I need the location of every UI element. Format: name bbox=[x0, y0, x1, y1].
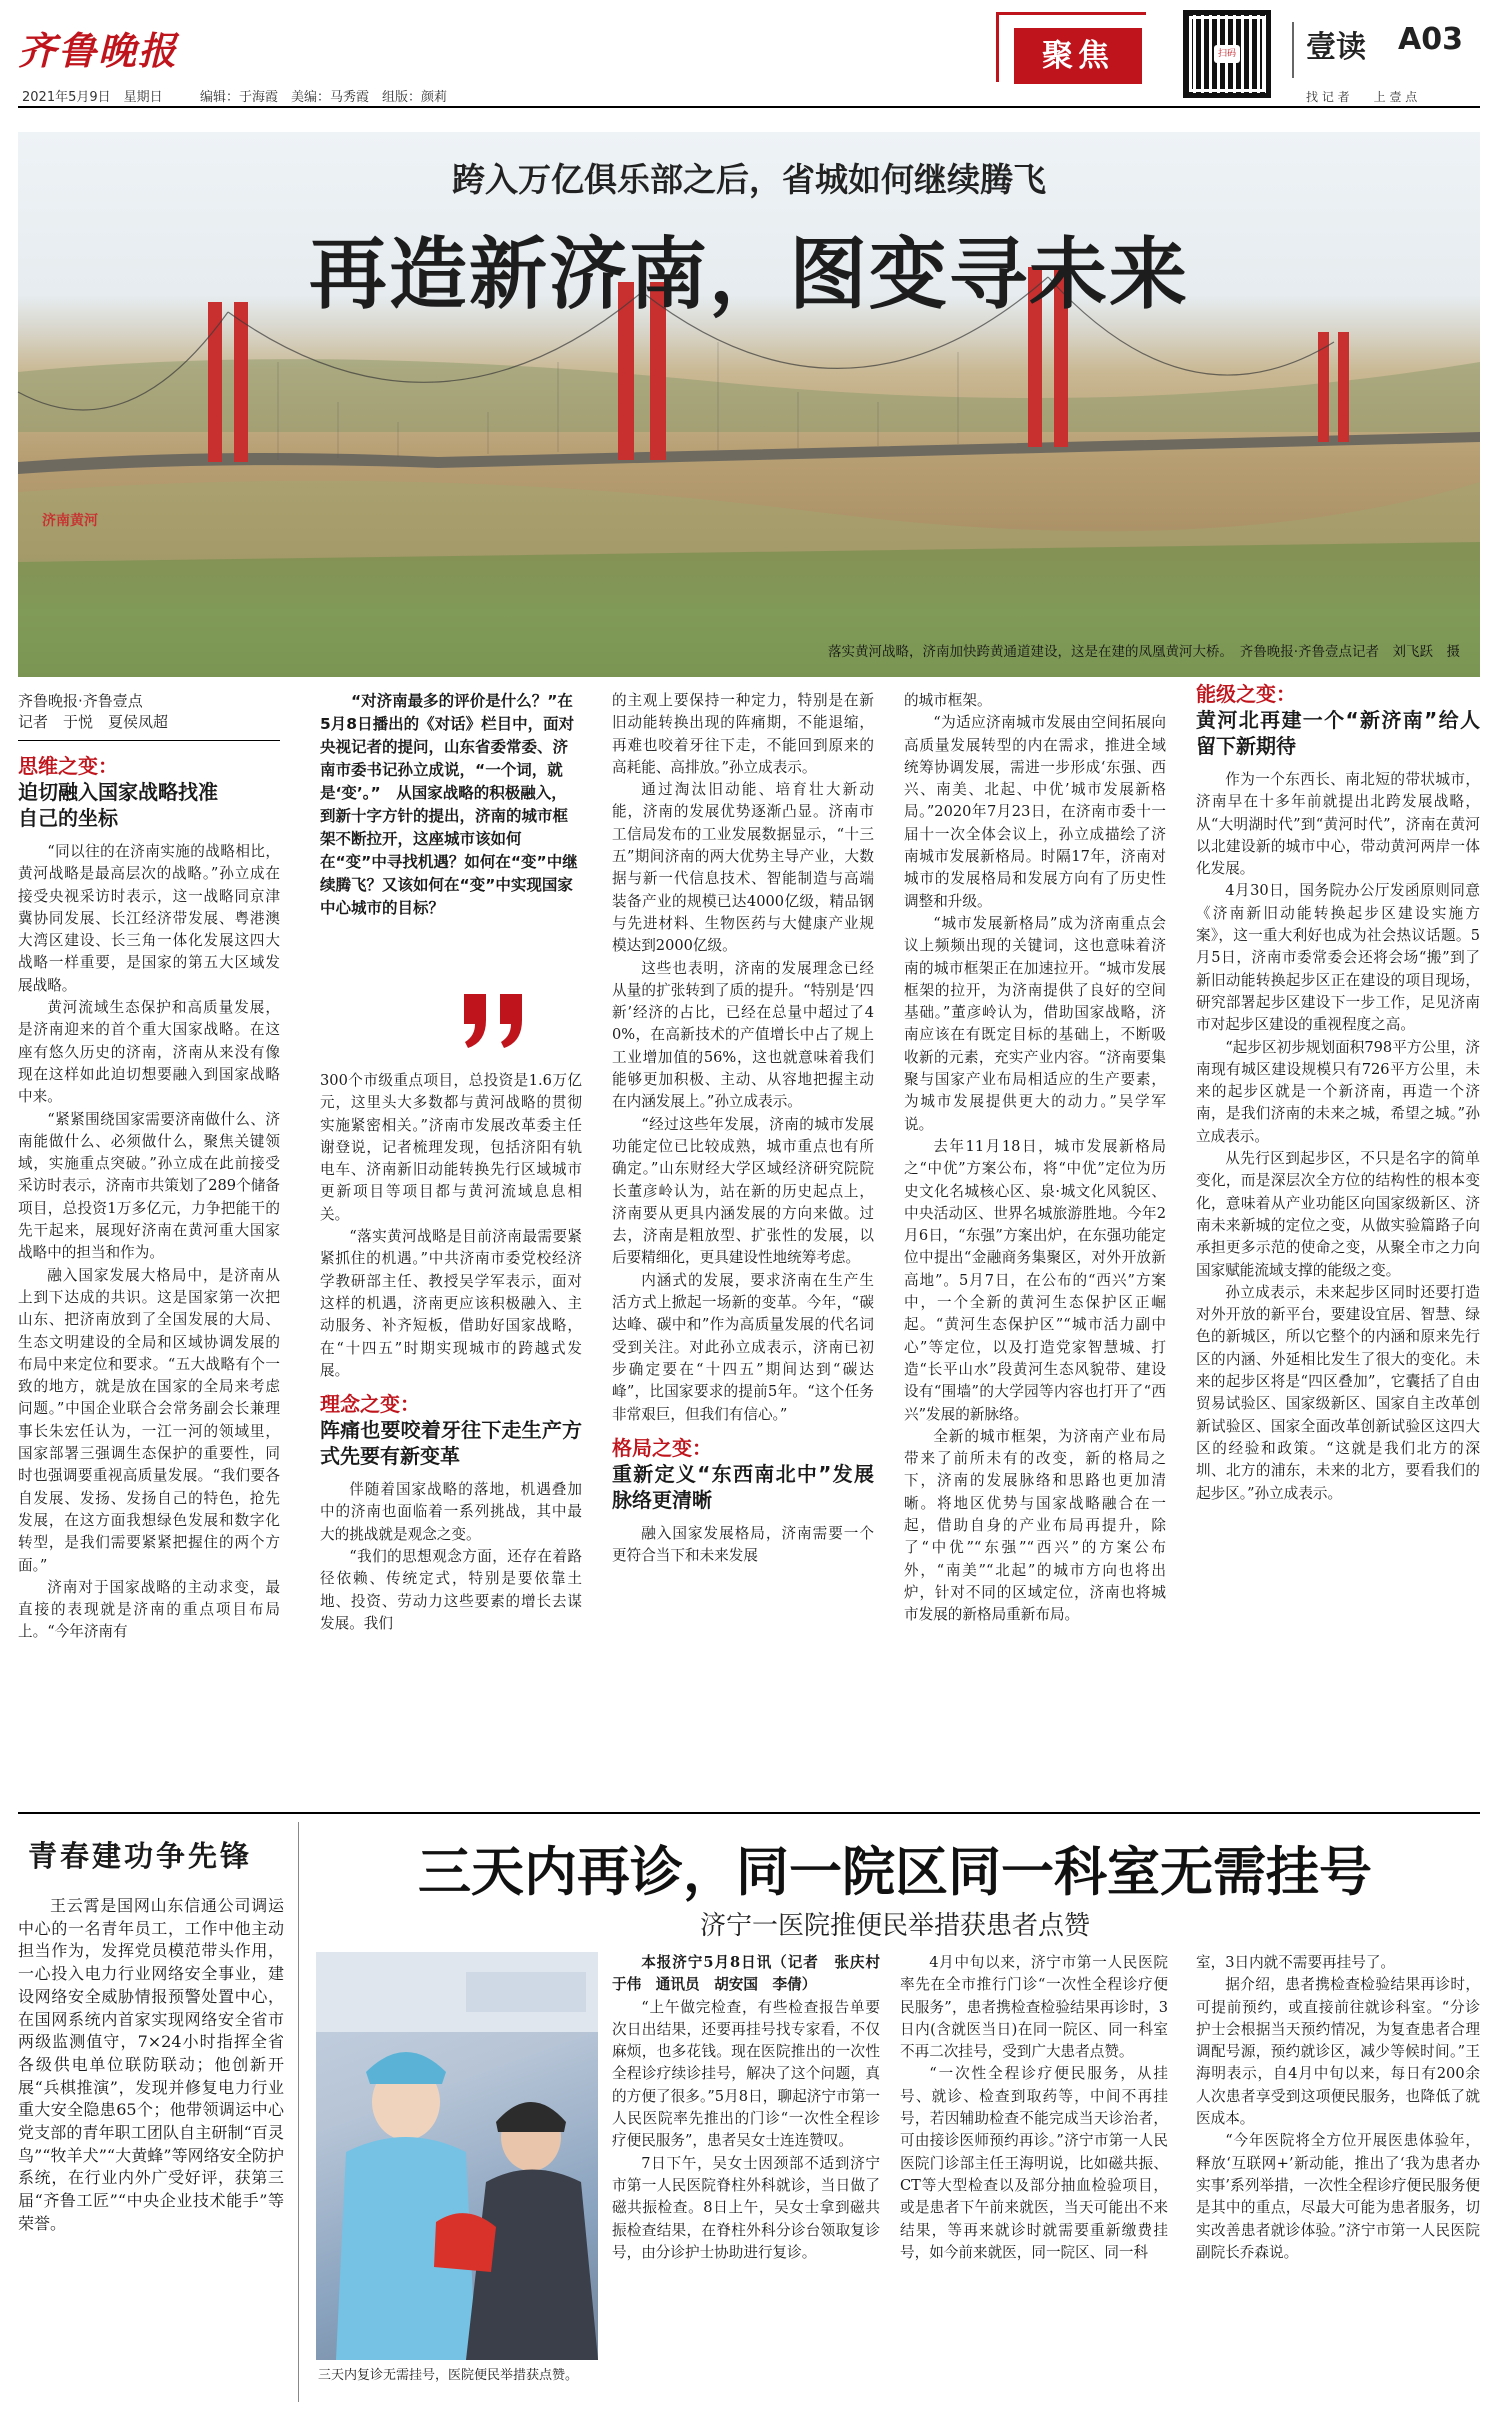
paragraph: 的主观上要保持一种定力，特别是在新旧动能转换出现的阵痛期，不能退缩，再难也咬着牙往下走，不能回到原来的高耗能、高排放。”孙立成表示。 bbox=[612, 692, 874, 776]
hero-photo bbox=[18, 132, 1480, 677]
hero-headline: 再造新济南，图变寻未来 bbox=[308, 230, 1189, 320]
editor-credits: 编辑：于海霞 美编：马秀霞 组版：颜莉 bbox=[200, 90, 448, 105]
paragraph: “同以往的在济南实施的战略相比，黄河战略是最高层次的战略。”孙立成在接受央视采访时表示，这一战略同京津冀协同发展、长江经济带发展、粤港澳大湾区建设、长三角一体化发展这四大战略一样重要，是国家的第五大区域发展战略。 bbox=[18, 843, 280, 994]
paragraph: “为适应济南城市发展由空间拓展向高质量发展转型的内在需求，推进全域统筹协调发展，需进一步形成‘东强、西兴、南美、北起、中优’城市发展新格局。”2020年7月23日，在济南市委十一届十一次全体会议上，孙立成描绘了济南城市发展新格局。时隔17年，济南对城市的发展格局和发展方向有了历史性调整和升级。 bbox=[904, 714, 1166, 910]
quote-mark-icon bbox=[460, 990, 530, 1050]
paragraph: 4月中旬以来，济宁市第一人民医院率先在全市推行门诊“一次性全程诊疗便民服务”，患者携检查检验结果再诊时，3日内(含就医当日)在同一院区、同一科室不再二次挂号，受到广大患者点赞。 bbox=[900, 1954, 1168, 2061]
paragraph: 室，3日内就不需要再挂号了。 bbox=[1196, 1954, 1396, 1971]
story2-photo bbox=[316, 1952, 598, 2360]
story2-column-2 bbox=[900, 1952, 1168, 2402]
paragraph: “经过这些年发展，济南的城市发展功能定位已比较成熟，城市重点也有所确定。”山东财经大学区域经济研究院院长董彦岭认为，站在新的历史起点上，济南要从更具内涵发展的方向来做。过去，济南是粗放型、扩张性的发展，以后要精细化，更具建设性地统筹考虑。 bbox=[612, 1115, 874, 1267]
section-title-energy: 黄河北再建一个“新济南”给人留下新期待 bbox=[1196, 708, 1480, 758]
paragraph: 全新的城市框架，为济南产业布局带来了前所未有的改变，新的格局之下，济南的发展脉络和思路也更加清晰。将地区优势与国家战略融合在一起，借助自身的产业布局再提升，除了“中优”“东强”“西兴”的方案公布外，“南美”“北起”的城市方向也将出炉，针对不同的区域定位，济南也将城市发展的新格局重新布局。 bbox=[904, 1427, 1166, 1624]
hero-caption: 落实黄河战略，济南加快跨黄通道建设，这是在建的凤凰黄河大桥。 齐鲁晚报·齐鲁壹点记者 刘飞跃 摄 bbox=[827, 644, 1460, 660]
paragraph: 7日下午，吴女士因颈部不适到济宁市第一人民医院脊柱外科就诊，当日做了磁共振检查。8日上午，吴女士拿到磁共振检查结果，在脊柱外科分诊台领取复诊号，由分诊护士协助进行复诊。 bbox=[612, 2154, 880, 2261]
story2-subhead: 济宁一医院推便民举措获患者点赞 bbox=[699, 1911, 1090, 1941]
masthead-rule bbox=[18, 106, 1480, 108]
paragraph: 融入国家发展大格局中，是济南从上到下达成的共识。这是国家第一次把山东、把济南放到了全国发展的大局、生态文明建设的全局和区域协调发展的布局中来定位和要求。“五大战略有个一致的地方，就是放在国家的全局来考虑问题。”中国企业联合会常务副会长兼理事长朱宏任认为，一江一河的领域里，国家部署三强调生态保护的重要性，同时也强调要重视高质量发展。“我们要各自发展、发扬、发扬自己的特色，抢先发展，在这方面我想绿色发展和数字化转型，是我们需要紧紧把握住的两个方面。” bbox=[18, 1266, 280, 1574]
paragraph: 通过淘汰旧动能、培育壮大新动能，济南的发展优势逐渐凸显。济南市工信局发布的工业发展数据显示，“十三五”期间济南的两大优势主导产业，大数据与新一代信息技术、智能制造与高端装备产业的规模已达4000亿级，精品钢与先进材料、生物医药与大健康产业规模达到2000亿级。 bbox=[612, 781, 874, 955]
section-tag-thinking: 思维之变： bbox=[18, 754, 118, 778]
paragraph: 从先行区到起步区，不只是名字的简单变化，而是深层次全方位的结构性的根本变化，意味着从产业功能区向国家级新区、济南未来新城的定位之变，从做实验篇路子向承担更多示范的使命之变，从聚全市之力向国家赋能流域支撑的能级之变。 bbox=[1196, 1150, 1480, 1279]
byline-rule bbox=[18, 740, 280, 741]
paragraph: 300个市级重点项目，总投资是1.6万亿元，这里头大多数都与黄河战略的贯彻实施紧密相关。”济南市发展改革委主任谢登说，记者梳理发现，包括济阳有轨电车、济南新旧动能转换先行区域城市更新项目等项目都与黄河流域息息相关。 bbox=[320, 1072, 582, 1223]
brand-name: 壹读 bbox=[1306, 30, 1366, 65]
paragraph: 的城市框架。 bbox=[904, 692, 992, 709]
pull-quote-text: “对济南最多的评价是什么？”在5月8日播出的《对话》栏目中，面对央视记者的提问，山东省委常委、济南市委书记孙立成说，“一个词，就是‘变’。” 从国家战略的积极融入，到新十字方针的提出，济南的城市框架不断拉开，这座城市该如何在“变”中寻找机遇？如何在“变”中继续腾飞？又该如何在“变”中实现国家中心城市的目标？ bbox=[320, 692, 578, 917]
bridge-sign: 济南黄河 bbox=[42, 513, 98, 529]
paragraph: “今年医院将全方位开展医患体验年，释放‘互联网+’新动能，推出了‘我为患者办实事’系列举措，一次性全程诊疗便民服务便是其中的重点，尽最大可能为患者服务，切实改善患者就诊体验。”济宁市第一人民医院副院长乔森说。 bbox=[1196, 2132, 1480, 2261]
section-title-pattern: 重新定义“东西南北中”发展脉络更清晰 bbox=[612, 1461, 874, 1512]
paragraph: “上午做完检查，有些检查报告单要次日出结果，还要再挂号找专家看，不仅麻烦，也多花钱。现在医院推出的一次性全程诊疗续诊挂号，解决了这个问题，真的方便了很多。”5月8日，聊起济宁市第一人民医院率先推出的门诊“一次性全程诊疗便民服务”，患者吴女士连连赞叹。 bbox=[612, 1998, 880, 2150]
section-title-concept: 阵痛也要咬着牙往下走生产方式先要有新变革 bbox=[320, 1418, 582, 1469]
sidebar-text bbox=[18, 1895, 284, 2400]
paragraph: 据介绍，患者携检查检验结果再诊时，可提前预约，或直接前往就诊科室。“分诊护士会根据当天预约情况，为复查患者合理调配号源，预约就诊区，减少等候时间。”王海明表示，自4月中旬以来，每日有200余人次患者享受到这项便民服务，也降低了就医成本。 bbox=[1196, 1976, 1480, 2128]
hero-kicker: 跨入万亿俱乐部之后，省城如何继续腾飞 bbox=[452, 160, 1046, 199]
paragraph: 黄河流域生态保护和高质量发展，是济南迎来的首个重大国家战略。在这座有悠久历史的济南，济南从来没有像现在这样如此迫切想要融入到国家战略中来。 bbox=[18, 999, 280, 1106]
paragraph: 4月30日，国务院办公厅发函原则同意《济南新旧动能转换起步区建设实施方案》，这一重大利好也成为社会热议话题。5月5日，济南市委常委会还将会场“搬”到了新旧动能转换起步区正在建设的项目现场，研究部署起步区建设下一步工作，足见济南市对起步区建设的重视程度之高。 bbox=[1196, 882, 1480, 1034]
paragraph: “落实黄河战略是目前济南最需要紧紧抓住的机遇。”中共济南市委党校经济学教研部主任、教授吴学军表示，面对这样的机遇，济南更应该积极融入、主动服务、补齐短板，借助好国家战略，在“十四五”时期实现城市的跨越式发展。 bbox=[320, 1228, 582, 1379]
story2-column-3 bbox=[1196, 1952, 1480, 2402]
paragraph: 作为一个东西长、南北短的带状城市，济南早在十多年前就提出北跨发展战略，从“大明湖时代”到“黄河时代”，济南在黄河以北建设新的城市中心，带动黄河两岸一体化发展。 bbox=[1196, 771, 1480, 878]
page-number: A03 bbox=[1398, 22, 1463, 57]
section-divider bbox=[18, 1812, 1480, 1814]
paragraph: “城市发展新格局”成为济南重点会议上频频出现的关键词，这也意味着济南的城市框架正在加速拉开。“城市发展框架的拉开，为济南提供了良好的空间基础。”董彦岭认为，借助国家战略，济南应该在有既定目标的基础上，不断吸收新的元素，充实产业内容。“济南要集聚与国家产业布局相适应的生产要素，为城市发展提供更大的动力。”吴学军说。 bbox=[904, 914, 1166, 1133]
byline-agency: 齐鲁晚报·齐鲁壹点 bbox=[18, 692, 143, 710]
clinic-scene bbox=[316, 1952, 598, 2360]
masthead-slogan: 找 记 者 上 壹 点 bbox=[1306, 90, 1418, 104]
qr-badge: 扫码 bbox=[1214, 45, 1240, 63]
section-tag-energy: 能级之变： bbox=[1196, 682, 1296, 706]
paragraph: “起步区初步规划面积798平方公里，济南现有城区建设规模只有726平方公里，未来的起步区就是一个新济南，再造一个济南，是我们济南的未来之城，希望之城。”孙立成表示。 bbox=[1196, 1038, 1480, 1145]
section-title-thinking: 迫切融入国家战略找准自己的坐标 bbox=[18, 780, 218, 830]
paragraph: 融入国家发展格局，济南需要一个更符合当下和未来发展 bbox=[612, 1524, 874, 1565]
newspaper-logo: 齐鲁晚报 bbox=[18, 28, 179, 73]
paragraph: “紧紧围绕国家需要济南做什么、济南能做什么、必须做什么，聚焦关键领域，实施重点突破。”孙立成在此前接受采访时表示，济南市共策划了289个储备项目，总投资1万多亿元，力争把能干的先干起来，展现好济南在黄河重大国家战略中的担当和作为。 bbox=[18, 1110, 280, 1262]
section-tag-pattern: 格局之变： bbox=[612, 1435, 712, 1460]
sidebar-title: 青春建功争先锋 bbox=[28, 1839, 253, 1873]
column-4 bbox=[904, 690, 1166, 1804]
pull-quote bbox=[320, 690, 582, 1060]
paragraph: 王云霄是国网山东信通公司调运中心的一名青年员工，工作中他主动担当作为，发挥党员模范带头作用，一心投入电力行业网络安全事业，建设网络安全威胁情报预警处置中心，在国网系统内首家实现网络安全省市两级监测值守，7×24小时指挥全省各级供电单位联防联动；他创新开展“兵棋推演”，发现并修复电力行业重大安全隐患65个；他带领调运中心党支部的青年职工团队自主研制“百灵鸟”“牧羊犬”“大黄蜂”等网络安全防护系统，在行业内外广受好评，获第三届“齐鲁工匠”“中央企业技术能手”等荣誉。 bbox=[18, 1896, 284, 2233]
section-tag-concept: 理念之变： bbox=[320, 1392, 420, 1417]
paragraph: “我们的思想观念方面，还存在着路径依赖、传统定式，特别是要依靠土地、投资、劳动力这些要素的增长去谋发展。我们 bbox=[320, 1548, 582, 1632]
column-1 bbox=[18, 754, 280, 1804]
paragraph: 去年11月18日，城市发展新格局之“中优”方案公布，将“中优”定位为历史文化名城核心区、泉·城文化风貌区、中央活动区、世界名城旅游胜地。今年2月6日，“东强”方案出炉，在东强功能定位中提出“金融商务集聚区，对外开放新高地”。5月7日，在公布的“西兴”方案中，一个全新的黄河生态保护区正崛起。“黄河生态保护区”“城市活力副中心”等定位，以及打造党家智慧城、打造“长平山水”段黄河生态风貌带、建设设有“围墙”的大学园等内容也打开了“西兴”发展的新脉络。 bbox=[904, 1137, 1166, 1423]
story2-column-1 bbox=[612, 1952, 895, 2402]
paragraph: 济南对于国家战略的主动求变，最直接的表现就是济南的重点项目布局上。“今年济南有 bbox=[18, 1578, 280, 1641]
paragraph: 这些也表明，济南的发展理念已经从量的扩张转到了质的提升。“特别是‘四新’经济的占比，已经在总量中超过了40%，在高新技术的产值增长中占了规上工业增加值的56%，这也就意味着我们能够更加积极、主动、从容地把握主动在内涵发展上。”孙立成表示。 bbox=[612, 959, 874, 1111]
story2-lead: 本报济宁5月8日讯（记者 张庆村 于伟 通讯员 胡安国 李倩） bbox=[612, 1954, 895, 1994]
paragraph: 孙立成表示，未来起步区同时还要打造对外开放的新平台，要建设宜居、智慧、绿色的新城区，所以它整个的内涵和原来先行区的内涵、外延相比发生了很大的变化。未来的起步区将是“四区叠加”，它囊括了自由贸易试验区、国家级新区、国家自主改革创新试验区、国家全面改革创新试验区这四大区的经验和政策。“这就是我们北方的深圳、北方的浦东，未来的北方，要看我们的起步区。”孙立成表示。 bbox=[1196, 1283, 1480, 1502]
story2-photo-caption: 三天内复诊无需挂号，医院便民举措获点赞。 bbox=[318, 2368, 579, 2383]
paragraph: 内涵式的发展，要求济南在生产生活方式上掀起一场新的变革。今年，“碳达峰、碳中和”作为高质量发展的代名词受到关注。对此孙立成表示，济南已初步确定要在“十四五”期间达到“碳达峰”，比国家要求的提前5年。“这个任务非常艰巨，但我们有信心。” bbox=[612, 1271, 874, 1423]
section-tag: 聚焦 bbox=[1014, 28, 1142, 84]
masthead bbox=[0, 0, 1500, 105]
byline-reporters: 记者 于悦 夏侯凤超 bbox=[18, 713, 169, 731]
column-3 bbox=[612, 690, 874, 1804]
paragraph: 伴随着国家战略的落地，机遇叠加中的济南也面临着一系列挑战，其中最大的挑战就是观念之变。 bbox=[320, 1481, 582, 1543]
issue-date: 2021年5月9日 星期日 bbox=[22, 90, 163, 105]
masthead-divider bbox=[1292, 22, 1294, 78]
column-5 bbox=[1196, 672, 1480, 1804]
story2-headline: 三天内再诊，同一院区同一科室无需挂号 bbox=[418, 1842, 1372, 1903]
column-2 bbox=[320, 1070, 582, 1804]
paragraph: “一次性全程诊疗便民服务，从挂号、就诊、检查到取药等，中间不再挂号，若因辅助检查不能完成当天诊治者，可由接诊医师预约再诊。”济宁市第一人民医院门诊部主任王海明说，比如磁共振、CT等大型检查以及部分抽血检验项目，或是患者下午前来就医，当天可能出不来结果，等再来就诊时就需要重新缴费挂号，如今前来就医，同一院区、同一科 bbox=[900, 2065, 1168, 2261]
qr-code bbox=[1183, 10, 1271, 98]
sidebar-divider bbox=[298, 1822, 299, 2402]
